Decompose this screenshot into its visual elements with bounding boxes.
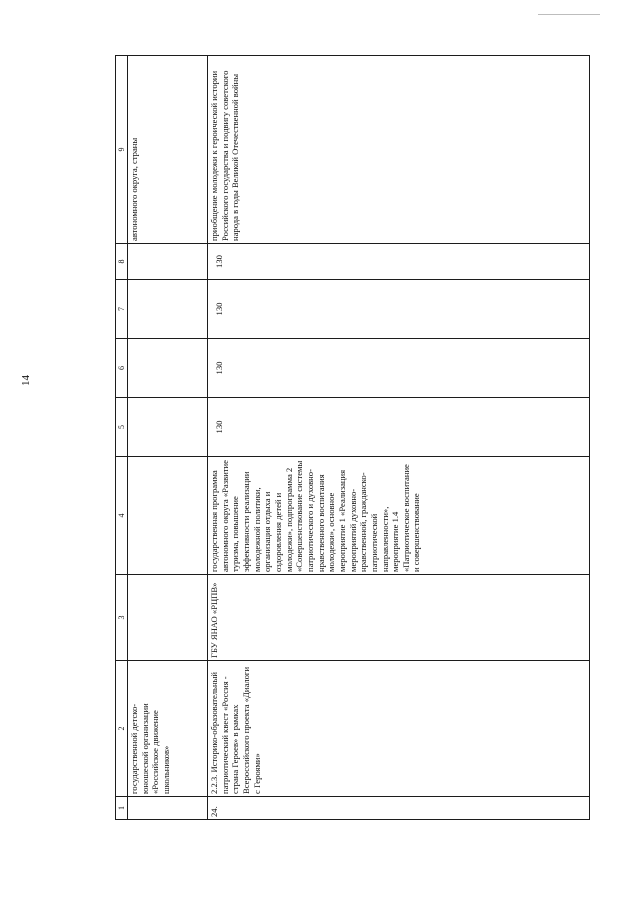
continuation-executor-cell xyxy=(128,575,208,661)
row-col5-cell: 130 xyxy=(208,398,590,457)
row-col8-cell: 130 xyxy=(208,244,590,280)
scan-edge-line xyxy=(538,14,600,15)
continuation-row xyxy=(128,56,208,820)
program-table xyxy=(115,55,590,820)
header-col-7: 7 xyxy=(116,280,128,339)
header-col-5: 5 xyxy=(116,398,128,457)
row-index-cell: 24. xyxy=(208,797,590,820)
continuation-event-cell: государственной детско-юношеской организации «Российское движение школьников» xyxy=(128,661,208,797)
header-col-9: 9 xyxy=(116,56,128,244)
header-col-3: 3 xyxy=(116,575,128,661)
continuation-col7-cell xyxy=(128,280,208,339)
row-col7-cell: 130 xyxy=(208,280,590,339)
rotated-table-wrapper xyxy=(115,56,590,820)
page-number: 14 xyxy=(20,375,32,386)
row-executor-cell: ГБУ ЯНАО «РЦПВ» xyxy=(208,575,590,661)
continuation-col5-cell xyxy=(128,398,208,457)
header-col-8: 8 xyxy=(116,244,128,280)
continuation-source-cell xyxy=(128,457,208,575)
row-result-cell: приобщение молодежи к героической истории Российского государства и подвигу советского народа в годы Великой Отечественной войны xyxy=(208,56,590,244)
row-source-cell: государственная программа автономного округа «Развитие туризма, повышение эффективности реализации молодежной политики, организация отдыха и оздоровления детей и молодежи», подпрограмма 2 «Совершенствование системы патриотического и духовно-нравственного воспитания молодежи», основное мероприятие 1 «Реализация мероприятий духовно-нравственной, гражданско-патриотической направленности», мероприятие 1.4 «Патриотическое воспитание и совершенствование xyxy=(208,457,590,575)
header-col-4: 4 xyxy=(116,457,128,575)
header-col-1: 1 xyxy=(116,797,128,820)
header-col-2: 2 xyxy=(116,661,128,797)
continuation-col6-cell xyxy=(128,339,208,398)
continuation-index-cell xyxy=(128,797,208,820)
header-col-6: 6 xyxy=(116,339,128,398)
row-col6-cell: 130 xyxy=(208,339,590,398)
continuation-result-cell: автономного округа, страны xyxy=(128,56,208,244)
header-row xyxy=(116,56,128,820)
table-row xyxy=(208,56,590,820)
row-event-cell: 2.2.3. Историко-образовательный патриотический квест «Россия - страна Героев» в рамках Всероссийского проекта «Диалоги с Героями» xyxy=(208,661,590,797)
continuation-col8-cell xyxy=(128,244,208,280)
